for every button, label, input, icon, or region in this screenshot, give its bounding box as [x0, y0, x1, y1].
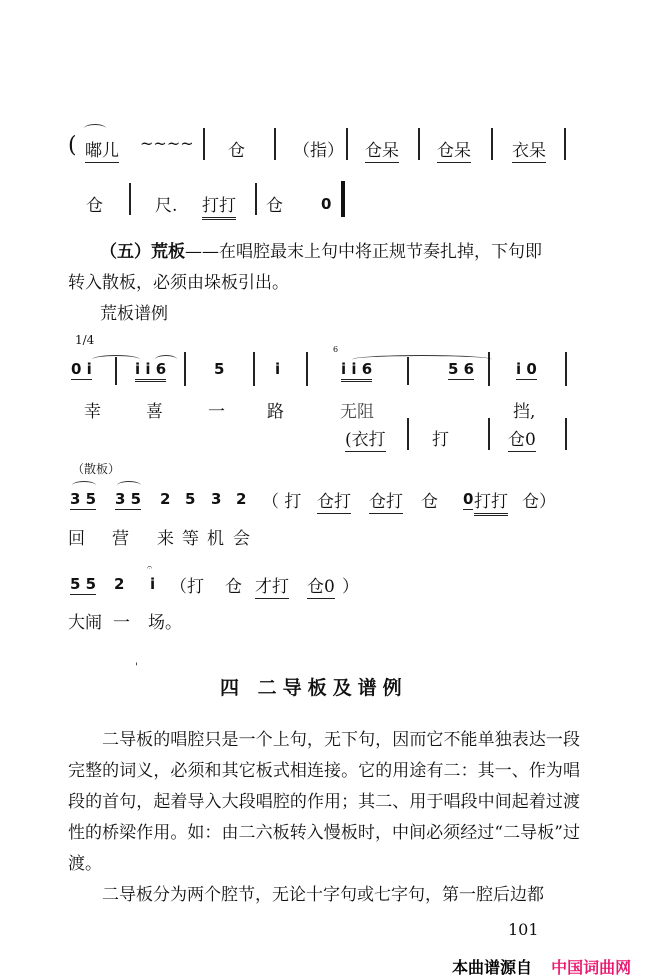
lyric: 路 [267, 402, 284, 422]
melody-note: i [275, 360, 281, 378]
perc-note: 嘟儿 [85, 136, 119, 163]
lyric: 来 [157, 529, 174, 549]
perc-note: 仓呆 [437, 136, 471, 163]
perc-note: 仓0 [307, 572, 335, 599]
open-paren: ( [68, 133, 77, 158]
watermark [452, 955, 631, 978]
perc-note: 打 [432, 430, 449, 450]
barline [115, 357, 117, 385]
perc-note: （打 [170, 577, 204, 597]
perc-note: 打打 [474, 487, 508, 516]
lyric: 大闹 [68, 613, 102, 633]
section-5-line-1 [100, 237, 542, 262]
section-heading: 四 二导板及谱例 [220, 677, 408, 699]
lyric: 无阻 [340, 402, 374, 422]
barline [129, 183, 131, 215]
melody-note: 5 [185, 490, 196, 508]
barline [565, 352, 567, 386]
barline [564, 128, 566, 160]
perc-note: 仓打 [369, 487, 403, 514]
slur-mark [84, 124, 106, 133]
perc-note: 仓打 [317, 487, 351, 514]
melody-note: 3 5 [115, 490, 142, 508]
lyric: 一 [208, 402, 225, 422]
barline [184, 352, 186, 386]
example-title: 荒板谱例 [100, 304, 168, 324]
perc-note: 衣呆 [512, 136, 546, 163]
melody-note: 5 6 [448, 360, 475, 378]
barline [274, 128, 276, 160]
perc-note: （指） [293, 141, 344, 161]
melody-note: 2 [160, 490, 171, 508]
watermark-site: 中国词曲网 [551, 958, 632, 977]
watermark-prefix: 本曲谱源自 [452, 958, 533, 977]
barline [253, 352, 255, 386]
barline [203, 128, 205, 160]
melody-note: 2 [236, 490, 247, 508]
paragraph-1: 二导板的唱腔只是一个上句，无下句，因而它不能单独表达一段完整的词义，必须和其它板式相连接。它的用途有二：其一、作为唱段的首句，起着导入大段唱腔的作用；其二、用于唱段中间起着过渡性的桥梁作用。如：由二六板转入慢板时，中间必须经过“二导板”过渡。 [68, 730, 580, 874]
melody-note: 5 [214, 360, 225, 378]
slur-mark [72, 481, 96, 490]
perc-note: 打打 [202, 191, 236, 220]
wave-mark: ~~~~ [140, 134, 194, 153]
section-5-text: ——在唱腔最末上句中将正规节奏扎掉，下句即 [185, 242, 542, 262]
lyric: 会 [233, 529, 250, 549]
perc-open: （ 打 [262, 492, 302, 512]
barline [255, 183, 257, 215]
barline [488, 418, 490, 450]
lyric: 挡, [513, 402, 536, 422]
barline [306, 352, 308, 386]
perc-note: 仓 [225, 577, 242, 597]
perc-close: ） [342, 577, 359, 597]
barline [418, 128, 420, 160]
melody-note: i [150, 575, 156, 593]
lyric: 一 [113, 613, 130, 633]
perc-note: 仓呆 [365, 136, 399, 163]
melody-note: 0 i [71, 360, 92, 378]
lyric: 营 [112, 529, 129, 549]
perc-note: 才打 [255, 572, 289, 599]
section-5-label: （五）荒板 [100, 242, 185, 262]
melody-note: i i 6 [341, 360, 372, 382]
barline [491, 128, 493, 160]
fermata-icon: 𝄐 [147, 563, 153, 573]
perc-note: 仓） [522, 492, 556, 512]
stray-mark: ' [135, 662, 138, 673]
lyric: 等 [182, 529, 199, 549]
page-number: 101 [508, 920, 539, 939]
barline [407, 418, 409, 450]
melody-note: i 0 [516, 360, 537, 378]
perc-note: 尺. [155, 196, 178, 216]
melody-note: 5 5 [70, 575, 97, 593]
perc-note: 仓 [266, 196, 283, 216]
melody-note: 2 [114, 575, 125, 593]
lyric: 机 [207, 529, 224, 549]
perc-note: 仓 [421, 492, 438, 512]
barline [407, 357, 409, 385]
rest-note: 0 [463, 490, 474, 508]
grace-note: 6 [333, 345, 339, 354]
lyric: 场。 [148, 613, 182, 633]
lyric: 喜 [146, 402, 163, 422]
perc-note: 仓0 [508, 425, 536, 452]
paragraph-2: 二导板分为两个腔节，无论十字句或七字句，第一腔后边都 [102, 885, 544, 905]
sanban-label: （散板） [72, 462, 121, 476]
slur-mark [117, 481, 141, 490]
final-barline [341, 181, 345, 217]
melody-note: 3 [211, 490, 222, 508]
tempo-mark: 1/4 [75, 333, 95, 347]
perc-note: (衣打 [345, 425, 386, 452]
barline [565, 418, 567, 450]
rest-note: 0 [321, 195, 332, 213]
perc-note: 仓 [86, 196, 103, 216]
lyric: 回 [68, 529, 85, 549]
barline [346, 128, 348, 160]
barline [488, 352, 490, 386]
perc-note: 仓 [228, 141, 245, 161]
melody-note: i i 6 [135, 360, 166, 382]
melody-note: 3 5 [70, 490, 97, 508]
lyric: 幸 [84, 402, 101, 422]
section-5-line-2: 转入散板，必须由垛板引出。 [68, 273, 289, 293]
